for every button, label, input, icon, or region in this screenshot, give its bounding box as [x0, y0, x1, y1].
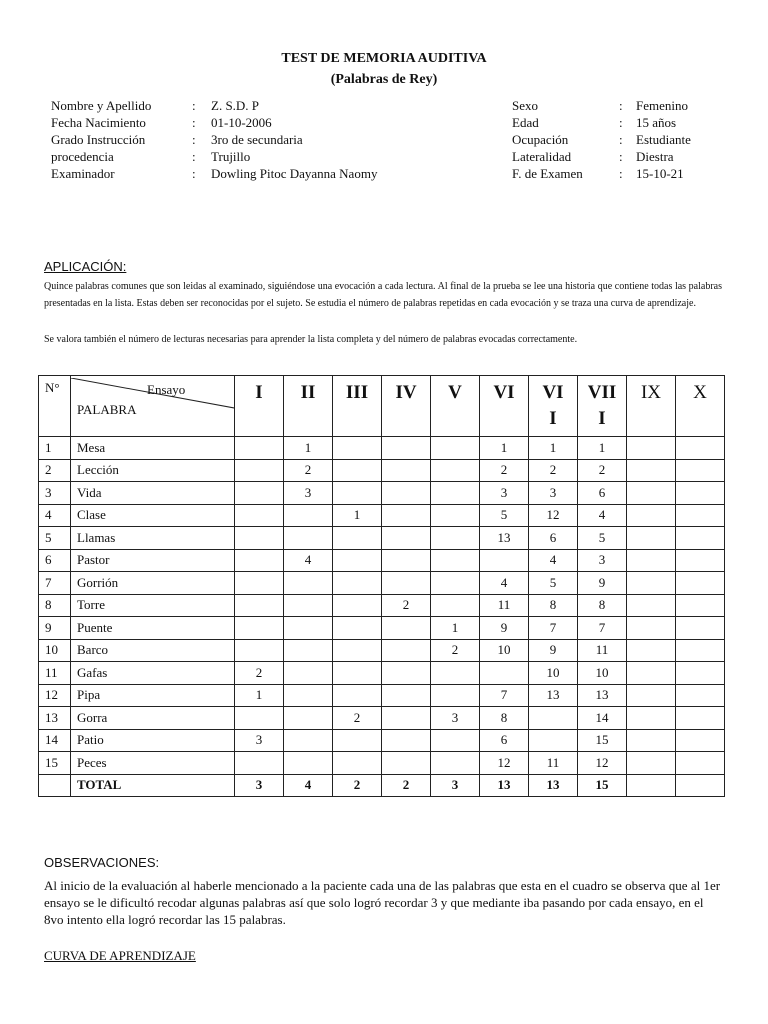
row-word: Vida [71, 482, 235, 505]
table-header-row [39, 376, 725, 437]
trial-header-10 [676, 376, 725, 437]
trial-cell [431, 752, 480, 775]
trial-cell [235, 617, 284, 640]
trial-cell [627, 594, 676, 617]
info-colon: : [192, 115, 196, 130]
trial-cell [333, 684, 382, 707]
info-value: 15 años [636, 115, 677, 130]
trial-cell: 8 [529, 594, 578, 617]
patient-info-left [51, 97, 471, 182]
trial-cell [676, 549, 725, 572]
row-number: 2 [39, 459, 71, 482]
trial-cell [333, 594, 382, 617]
aplicacion-paragraph-1: Quince palabras comunes que son leidas al examinado, siguiéndose una evocación a cada lectura. Al final de la prueba se lee una historia que contiene todas las palabras presentadas en la lista. Estas deben ser reconocidas por el sujeto. Se estudia el número de palabras repetidas en cada evocación y se traza una curva de aprendizaje. [44, 281, 722, 309]
info-label: Grado Instrucción [51, 132, 146, 147]
trial-cell [431, 729, 480, 752]
trial-cell [284, 504, 333, 527]
document-title: TEST DE MEMORIA AUDITIVA [281, 51, 487, 66]
trial-cell [431, 527, 480, 550]
total-cell: 13 [529, 774, 578, 797]
trial-cell: 11 [578, 639, 627, 662]
trial-cell [627, 707, 676, 730]
palabra-label: PALABRA [77, 402, 137, 417]
trial-cell [529, 729, 578, 752]
trial-numeral: VI [493, 382, 515, 403]
trial-cell [284, 594, 333, 617]
trial-cell: 2 [431, 639, 480, 662]
trial-header-9 [627, 376, 676, 437]
trial-cell [676, 662, 725, 685]
trial-cell [382, 437, 431, 460]
table-row [39, 572, 725, 595]
trial-cell: 9 [578, 572, 627, 595]
trial-cell: 2 [333, 707, 382, 730]
row-word: Torre [71, 594, 235, 617]
trial-cell: 13 [578, 684, 627, 707]
info-label: Examinador [51, 166, 115, 181]
trial-cell: 10 [578, 662, 627, 685]
row-number: 14 [39, 729, 71, 752]
trial-cell: 4 [284, 549, 333, 572]
trial-cell [431, 504, 480, 527]
word-trials-table [38, 375, 725, 797]
trial-cell [235, 572, 284, 595]
observaciones-heading: OBSERVACIONES: [44, 855, 160, 870]
trial-cell: 1 [284, 437, 333, 460]
info-value: Diestra [636, 149, 674, 164]
info-row-laterality [512, 148, 732, 165]
trial-cell [529, 707, 578, 730]
trial-cell [627, 752, 676, 775]
trial-cell: 3 [284, 482, 333, 505]
trial-cell [627, 504, 676, 527]
info-colon: : [619, 149, 623, 164]
trial-header-1 [235, 376, 284, 437]
trial-cell: 2 [529, 459, 578, 482]
trial-cell [627, 482, 676, 505]
trial-cell [284, 729, 333, 752]
row-word: Clase [71, 504, 235, 527]
trial-cell [676, 729, 725, 752]
trial-cell [382, 504, 431, 527]
trial-header-5 [431, 376, 480, 437]
table-row [39, 752, 725, 775]
trial-cell [333, 617, 382, 640]
trial-numeral: X [693, 382, 707, 403]
trial-cell [235, 707, 284, 730]
info-label: Nombre y Apellido [51, 98, 152, 113]
trial-cell [235, 639, 284, 662]
trial-numeral: IV [395, 382, 417, 403]
row-word: Barco [71, 639, 235, 662]
trial-cell: 8 [480, 707, 529, 730]
trial-cell [382, 662, 431, 685]
info-colon: : [619, 132, 623, 147]
trial-cell [333, 549, 382, 572]
trial-cell: 11 [529, 752, 578, 775]
trial-cell [284, 639, 333, 662]
info-value: Dowling Pitoc Dayanna Naomy [211, 166, 378, 181]
trial-cell: 5 [529, 572, 578, 595]
total-cell [627, 774, 676, 797]
total-cell: 3 [235, 774, 284, 797]
info-value: Femenino [636, 98, 688, 113]
trial-cell [676, 437, 725, 460]
trial-header-2 [284, 376, 333, 437]
patient-info-right [512, 97, 732, 182]
info-colon: : [192, 98, 196, 113]
trial-cell [235, 459, 284, 482]
trial-cell [627, 527, 676, 550]
trial-cell: 1 [333, 504, 382, 527]
trial-cell [627, 437, 676, 460]
trial-header-8 [578, 376, 627, 437]
trial-cell: 7 [578, 617, 627, 640]
info-row-education [51, 131, 471, 148]
row-word: Llamas [71, 527, 235, 550]
trial-cell [676, 617, 725, 640]
trial-cell [431, 572, 480, 595]
table-row [39, 549, 725, 572]
trial-cell: 7 [480, 684, 529, 707]
trial-cell: 3 [529, 482, 578, 505]
info-value: 01-10-2006 [211, 115, 272, 130]
trial-cell [627, 459, 676, 482]
trial-cell [382, 639, 431, 662]
trial-cell [235, 527, 284, 550]
trial-cell [235, 752, 284, 775]
trial-cell [235, 594, 284, 617]
trial-cell: 1 [235, 684, 284, 707]
row-word: Gorrión [71, 572, 235, 595]
info-label: F. de Examen [512, 166, 583, 181]
trial-cell [235, 504, 284, 527]
info-colon: : [619, 166, 623, 181]
trial-cell [627, 684, 676, 707]
total-cell [676, 774, 725, 797]
trial-cell: 9 [529, 639, 578, 662]
trial-cell: 6 [480, 729, 529, 752]
table-row [39, 662, 725, 685]
trial-cell [431, 459, 480, 482]
trial-cell [284, 752, 333, 775]
trial-cell [676, 459, 725, 482]
trial-cell [333, 752, 382, 775]
trial-cell: 7 [529, 617, 578, 640]
table-row [39, 482, 725, 505]
trial-cell [382, 459, 431, 482]
total-number-cell [39, 774, 71, 797]
total-cell: 3 [431, 774, 480, 797]
info-colon: : [192, 166, 196, 181]
trial-cell [284, 572, 333, 595]
trial-cell [676, 684, 725, 707]
trial-cell: 2 [382, 594, 431, 617]
row-number: 12 [39, 684, 71, 707]
info-row-sex [512, 97, 732, 114]
info-row-occupation [512, 131, 732, 148]
trial-cell [676, 752, 725, 775]
row-word: Gafas [71, 662, 235, 685]
trial-cell: 3 [480, 482, 529, 505]
info-row-birthdate [51, 114, 471, 131]
trial-cell [284, 684, 333, 707]
trial-cell [676, 572, 725, 595]
trial-cell [627, 662, 676, 685]
row-number: 4 [39, 504, 71, 527]
info-row-examiner [51, 165, 471, 182]
trial-cell: 12 [529, 504, 578, 527]
trial-numeral: II [300, 382, 316, 403]
trial-cell [676, 707, 725, 730]
trial-cell: 1 [431, 617, 480, 640]
ensayo-label: Ensayo [147, 382, 186, 397]
trial-cell: 4 [529, 549, 578, 572]
trial-cell [431, 594, 480, 617]
trial-cell [235, 437, 284, 460]
trial-cell [333, 639, 382, 662]
trial-cell [676, 504, 725, 527]
trial-cell: 1 [529, 437, 578, 460]
row-word: Gorra [71, 707, 235, 730]
trial-cell [676, 639, 725, 662]
info-row-age [512, 114, 732, 131]
info-value: 3ro de secundaria [211, 132, 303, 147]
total-cell: 15 [578, 774, 627, 797]
row-word: Puente [71, 617, 235, 640]
row-word: Lección [71, 459, 235, 482]
row-number: 5 [39, 527, 71, 550]
trial-numeral: III [345, 382, 369, 403]
trial-cell: 2 [578, 459, 627, 482]
trial-cell [284, 662, 333, 685]
trial-cell [431, 549, 480, 572]
info-colon: : [619, 115, 623, 130]
trial-cell: 13 [480, 527, 529, 550]
trial-cell [382, 617, 431, 640]
trial-cell: 3 [431, 707, 480, 730]
info-row-name [51, 97, 471, 114]
trial-cell [627, 617, 676, 640]
info-colon: : [619, 98, 623, 113]
trial-header-4 [382, 376, 431, 437]
document-subtitle: (Palabras de Rey) [330, 72, 438, 87]
trial-cell [284, 527, 333, 550]
total-cell: 4 [284, 774, 333, 797]
info-value: Trujillo [211, 149, 251, 164]
trial-cell: 11 [480, 594, 529, 617]
info-label: Lateralidad [512, 149, 572, 164]
trial-cell: 4 [578, 504, 627, 527]
trial-cell [627, 729, 676, 752]
row-word: Mesa [71, 437, 235, 460]
trial-cell [333, 662, 382, 685]
row-number: 13 [39, 707, 71, 730]
table-row [39, 459, 725, 482]
table-row [39, 639, 725, 662]
trial-cell [431, 437, 480, 460]
trial-cell: 10 [529, 662, 578, 685]
trial-header-3 [333, 376, 382, 437]
trial-cell: 3 [235, 729, 284, 752]
trial-cell [284, 707, 333, 730]
trial-cell [431, 684, 480, 707]
table-row [39, 594, 725, 617]
row-number: 11 [39, 662, 71, 685]
trial-cell: 10 [480, 639, 529, 662]
row-number: 6 [39, 549, 71, 572]
trial-cell: 12 [578, 752, 627, 775]
info-value: 15-10-21 [636, 166, 684, 181]
trial-cell [627, 639, 676, 662]
table-row [39, 707, 725, 730]
trial-cell: 3 [578, 549, 627, 572]
trial-cell: 5 [578, 527, 627, 550]
number-header: N° [39, 376, 71, 437]
info-value: Z. S.D. P [211, 98, 260, 113]
trial-numeral: VI [542, 382, 564, 403]
total-label: TOTAL [71, 774, 235, 797]
info-label: Sexo [512, 98, 538, 113]
trial-cell: 2 [480, 459, 529, 482]
row-word: Pastor [71, 549, 235, 572]
info-colon: : [192, 149, 196, 164]
info-value: Estudiante [636, 132, 691, 147]
trial-cell [235, 549, 284, 572]
trial-cell: 2 [235, 662, 284, 685]
trial-cell [333, 482, 382, 505]
table-row [39, 527, 725, 550]
trial-cell [627, 549, 676, 572]
row-number: 3 [39, 482, 71, 505]
total-cell: 2 [382, 774, 431, 797]
trial-cell: 8 [578, 594, 627, 617]
trial-cell: 15 [578, 729, 627, 752]
trial-cell [284, 617, 333, 640]
trial-numeral: VII [587, 382, 617, 403]
row-number: 9 [39, 617, 71, 640]
trial-cell [382, 527, 431, 550]
trial-cell: 1 [578, 437, 627, 460]
curva-heading: CURVA DE APRENDIZAJE [44, 948, 196, 963]
trial-cell [333, 527, 382, 550]
aplicacion-paragraph-2: Se valora también el número de lecturas necesarias para aprender la lista completa y del número de palabras evocadas correctamente. [44, 334, 578, 345]
trial-cell [382, 549, 431, 572]
info-label: Fecha Nacimiento [51, 115, 146, 130]
trial-cell [333, 459, 382, 482]
table-row [39, 504, 725, 527]
ensayo-palabra-header [71, 376, 235, 437]
total-cell: 13 [480, 774, 529, 797]
row-number: 15 [39, 752, 71, 775]
trial-numeral-cont: I [598, 408, 606, 429]
trial-cell: 14 [578, 707, 627, 730]
info-label: procedencia [51, 149, 114, 164]
row-word: Pipa [71, 684, 235, 707]
trial-cell: 12 [480, 752, 529, 775]
trial-cell [676, 594, 725, 617]
trial-cell: 2 [284, 459, 333, 482]
trial-cell [382, 572, 431, 595]
table-row [39, 437, 725, 460]
row-number: 10 [39, 639, 71, 662]
trial-cell [382, 729, 431, 752]
trial-cell [676, 482, 725, 505]
trial-cell [480, 662, 529, 685]
trial-cell: 9 [480, 617, 529, 640]
trial-numeral: IX [640, 382, 662, 403]
trial-cell: 6 [529, 527, 578, 550]
trial-cell: 5 [480, 504, 529, 527]
trial-header-6 [480, 376, 529, 437]
trial-cell: 6 [578, 482, 627, 505]
trial-cell [382, 684, 431, 707]
trial-cell: 4 [480, 572, 529, 595]
observaciones-text: Al inicio de la evaluación al haberle mencionado a la paciente cada una de las palabras que esta en el cuadro se observa que al 1er ensayo se le dificultó recodar algunas palabras así que solo logró recordar 3 y que mediante iba pasando por cada ensayo, en el 8vo intento ella logró recordar las 15 palabras. [44, 878, 721, 927]
table-row [39, 684, 725, 707]
trial-cell [333, 437, 382, 460]
trial-cell [382, 707, 431, 730]
trial-cell [676, 527, 725, 550]
trial-numeral: I [255, 382, 263, 403]
info-row-exam-date [512, 165, 732, 182]
trial-cell [333, 729, 382, 752]
trial-cell: 13 [529, 684, 578, 707]
trial-numeral-cont: I [549, 408, 557, 429]
table-row [39, 617, 725, 640]
trial-cell [382, 752, 431, 775]
trial-cell [333, 572, 382, 595]
trial-numeral: V [448, 382, 462, 403]
total-row [39, 774, 725, 797]
row-number: 1 [39, 437, 71, 460]
trial-cell [382, 482, 431, 505]
row-number: 7 [39, 572, 71, 595]
trial-cell [235, 482, 284, 505]
trial-cell [431, 482, 480, 505]
info-row-origin [51, 148, 471, 165]
total-cell: 2 [333, 774, 382, 797]
trial-header-7 [529, 376, 578, 437]
trial-cell [431, 662, 480, 685]
row-word: Patio [71, 729, 235, 752]
info-label: Ocupación [512, 132, 569, 147]
diagonal-header [71, 378, 234, 434]
info-colon: : [192, 132, 196, 147]
table-row [39, 729, 725, 752]
row-word: Peces [71, 752, 235, 775]
row-number: 8 [39, 594, 71, 617]
trial-cell: 1 [480, 437, 529, 460]
info-label: Edad [512, 115, 539, 130]
trial-cell [627, 572, 676, 595]
aplicacion-heading: APLICACIÓN: [44, 259, 127, 274]
trial-cell [480, 549, 529, 572]
